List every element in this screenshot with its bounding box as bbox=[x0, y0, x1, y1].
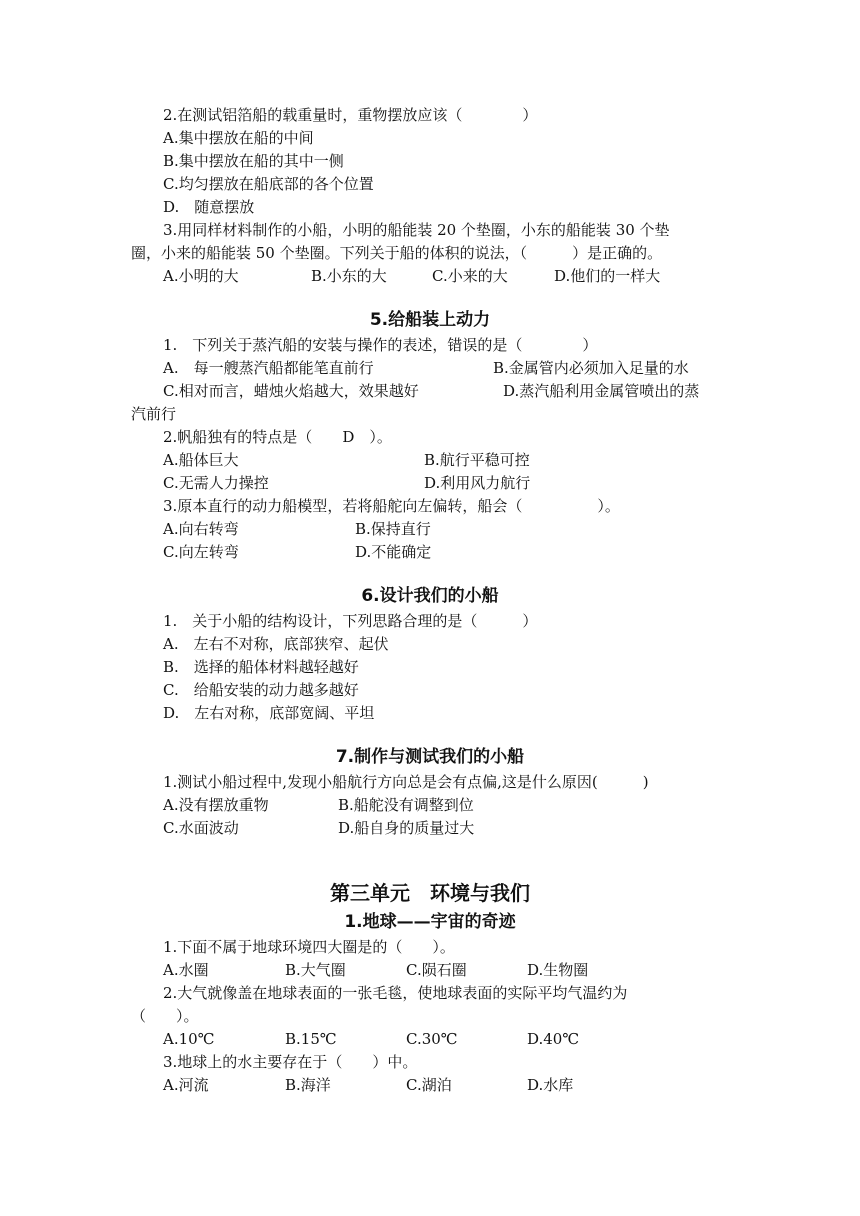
s6-q1-option-a: A. 左右不对称，底部狭窄、起伏 bbox=[163, 635, 389, 653]
s5-q3-option-a: A.向右转弯 bbox=[163, 520, 239, 538]
s5-q1-stem: 1. 下列关于蒸汽船的安装与操作的表述，错误的是（ ） bbox=[163, 336, 598, 354]
q3-stem-line2: 圈，小来的船能装 50 个垫圈。下列关于船的体积的说法，（ ）是正确的。 bbox=[131, 244, 663, 262]
q3-stem-line1: 3.用同样材料制作的小船，小明的船能装 20 个垫圈，小东的船能装 30 个垫 bbox=[163, 221, 670, 239]
q2-option-a: A.集中摆放在船的中间 bbox=[163, 129, 314, 147]
u3-q2-option-b: B.15℃ bbox=[285, 1030, 337, 1048]
s5-q2-option-b: B.航行平稳可控 bbox=[424, 451, 530, 469]
q2-option-b: B.集中摆放在船的其中一侧 bbox=[163, 152, 344, 170]
section-title-6: 6.设计我们的小船 bbox=[361, 586, 499, 606]
s6-q1-option-d: D. 左右对称，底部宽阔、平坦 bbox=[163, 704, 375, 722]
s5-q2-stem: 2.帆船独有的特点是（ D ）。 bbox=[163, 428, 392, 446]
s5-q1-option-b: B.金属管内必须加入足量的水 bbox=[493, 359, 689, 377]
s5-q1-option-d: D.蒸汽船利用金属管喷出的蒸 bbox=[503, 382, 700, 400]
s5-q2-option-c: C.无需人力操控 bbox=[163, 474, 269, 492]
u3-q2-stem-line2: （ ）。 bbox=[131, 1007, 199, 1025]
q3-option-c: C.小来的大 bbox=[432, 267, 508, 285]
u3-q3-option-d: D.水库 bbox=[527, 1076, 574, 1094]
q3-option-a: A.小明的大 bbox=[163, 267, 239, 285]
u3-q1-option-c: C.陨石圈 bbox=[406, 961, 467, 979]
u3-q1-stem: 1.下面不属于地球环境四大圈是的（ ）。 bbox=[163, 938, 455, 956]
u3-q2-option-c: C.30℃ bbox=[406, 1030, 458, 1048]
section-title-7: 7.制作与测试我们的小船 bbox=[335, 747, 525, 767]
u3-q2-option-a: A.10℃ bbox=[163, 1030, 215, 1048]
u3-q1-option-a: A.水圈 bbox=[163, 961, 209, 979]
s5-q1-option-a: A. 每一艘蒸汽船都能笔直前行 bbox=[163, 359, 374, 377]
s5-q2-option-a: A.船体巨大 bbox=[163, 451, 239, 469]
s5-q3-option-b: B.保持直行 bbox=[355, 520, 431, 538]
unit-subtitle: 1.地球——宇宙的奇迹 bbox=[344, 912, 516, 932]
s5-q3-option-d: D.不能确定 bbox=[355, 543, 432, 561]
s6-q1-option-b: B. 选择的船体材料越轻越好 bbox=[163, 658, 359, 676]
q2-stem: 2.在测试铝箔船的载重量时，重物摆放应该（ ） bbox=[163, 106, 538, 124]
u3-q1-option-d: D.生物圈 bbox=[527, 961, 589, 979]
s7-q1-option-b: B.船舵没有调整到位 bbox=[338, 796, 474, 814]
s5-q2-option-d: D.利用风力航行 bbox=[424, 474, 531, 492]
q3-option-d: D.他们的一样大 bbox=[554, 267, 661, 285]
s7-q1-option-a: A.没有摆放重物 bbox=[163, 796, 269, 814]
u3-q3-option-a: A.河流 bbox=[163, 1076, 209, 1094]
s5-q1-option-d-wrap: 汽前行 bbox=[131, 405, 177, 423]
q2-option-d: D. 随意摆放 bbox=[163, 198, 255, 216]
s7-q1-stem: 1.测试小船过程中,发现小船航行方向总是会有点偏,这是什么原因( ) bbox=[163, 773, 649, 791]
s6-q1-stem: 1. 关于小船的结构设计，下列思路合理的是（ ） bbox=[163, 612, 538, 630]
u3-q3-option-c: C.湖泊 bbox=[406, 1076, 452, 1094]
u3-q3-option-b: B.海洋 bbox=[285, 1076, 331, 1094]
s5-q3-option-c: C.向左转弯 bbox=[163, 543, 239, 561]
s5-q1-option-c: C.相对而言，蜡烛火焰越大，效果越好 bbox=[163, 382, 419, 400]
u3-q3-stem: 3.地球上的水主要存在于（ ）中。 bbox=[163, 1053, 418, 1071]
u3-q2-stem-line1: 2.大气就像盖在地球表面的一张毛毯，使地球表面的实际平均气温约为 bbox=[163, 984, 628, 1002]
section-title-5: 5.给船装上动力 bbox=[369, 310, 491, 330]
u3-q1-option-b: B.大气圈 bbox=[285, 961, 346, 979]
u3-q2-option-d: D.40℃ bbox=[527, 1030, 580, 1048]
q2-option-c: C.均匀摆放在船底部的各个位置 bbox=[163, 175, 374, 193]
s6-q1-option-c: C. 给船安装的动力越多越好 bbox=[163, 681, 359, 699]
s7-q1-option-d: D.船自身的质量过大 bbox=[338, 819, 475, 837]
unit-title: 第三单元 环境与我们 bbox=[330, 881, 530, 905]
q3-option-b: B.小东的大 bbox=[311, 267, 387, 285]
s5-q3-stem: 3.原本直行的动力船模型，若将船舵向左偏转，船会（ ）。 bbox=[163, 497, 620, 515]
s7-q1-option-c: C.水面波动 bbox=[163, 819, 239, 837]
